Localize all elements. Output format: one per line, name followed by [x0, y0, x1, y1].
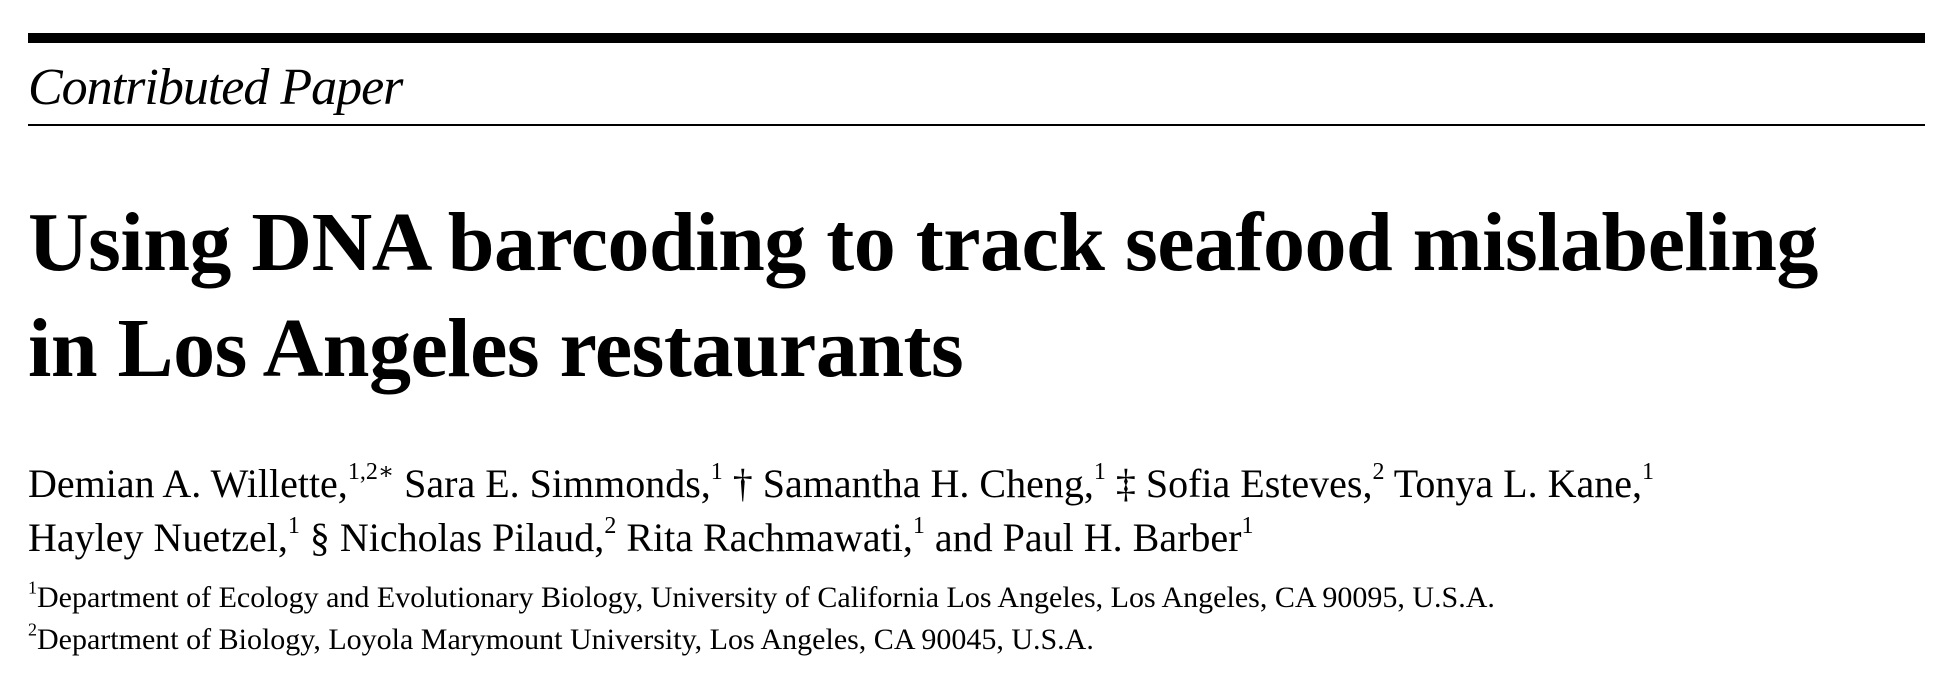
- author: [340, 515, 616, 560]
- author-name: Nicholas Pilaud,: [339, 515, 605, 560]
- author-name: Samantha H. Cheng,: [762, 461, 1094, 506]
- header-divider: [28, 124, 1925, 126]
- author-affiliation-marker: 1: [287, 513, 300, 539]
- author-name: Tonya L. Kane,: [1393, 461, 1642, 506]
- author-name: Demian A. Willette,: [28, 461, 348, 506]
- author: [28, 461, 394, 506]
- title-line-1: Using DNA barcoding to track seafood mislabeling: [28, 196, 1818, 289]
- affiliation-list: [28, 577, 1928, 661]
- affiliation-text: Department of Biology, Loyola Marymount University, Los Angeles, CA 90045, U.S.A.: [37, 623, 1094, 656]
- author-line-2: [28, 511, 1928, 565]
- paper-title: [28, 190, 1918, 402]
- author: [763, 461, 1106, 506]
- author-name: Sara E. Simmonds,: [404, 461, 711, 506]
- affiliation-text: Department of Ecology and Evolutionary Biology, University of California Los Angeles, Los Angeles, CA 90095, U.S.A.: [37, 581, 1495, 614]
- author-note-marker: †: [732, 461, 753, 506]
- author-list: [28, 457, 1928, 565]
- affiliation: [28, 619, 1928, 661]
- author-affiliation-marker: 1: [1093, 459, 1106, 485]
- author-affiliation-marker: 1: [1241, 513, 1254, 539]
- author-affiliation-marker: 2: [604, 513, 617, 539]
- affiliation-number: 2: [28, 619, 37, 640]
- author-note-marker: ‡: [1115, 461, 1136, 506]
- author-note-marker: §: [309, 515, 330, 560]
- author: [935, 515, 1254, 560]
- author: [404, 461, 723, 506]
- author-name: and Paul H. Barber: [934, 515, 1242, 560]
- author-affiliation-marker: 1,2∗: [347, 459, 395, 485]
- author: [28, 515, 300, 560]
- author-line-1: [28, 457, 1928, 511]
- author-affiliation-marker: 1: [710, 459, 723, 485]
- author-name: Hayley Nuetzel,: [28, 515, 288, 560]
- affiliation-number: 1: [28, 577, 37, 598]
- author-name: Rita Rachmawati,: [626, 515, 913, 560]
- author-affiliation-marker: 2: [1372, 459, 1385, 485]
- author-affiliation-marker: 1: [1642, 459, 1654, 485]
- section-label: Contributed Paper: [28, 59, 403, 116]
- author-name: Sofia Esteves,: [1145, 461, 1373, 506]
- title-line-2: in Los Angeles restaurants: [28, 302, 964, 395]
- affiliation: [28, 577, 1928, 619]
- author: [1146, 461, 1385, 506]
- author: [1394, 461, 1654, 506]
- author: [626, 515, 925, 560]
- top-heavy-rule: [28, 33, 1925, 43]
- author-affiliation-marker: 1: [912, 513, 925, 539]
